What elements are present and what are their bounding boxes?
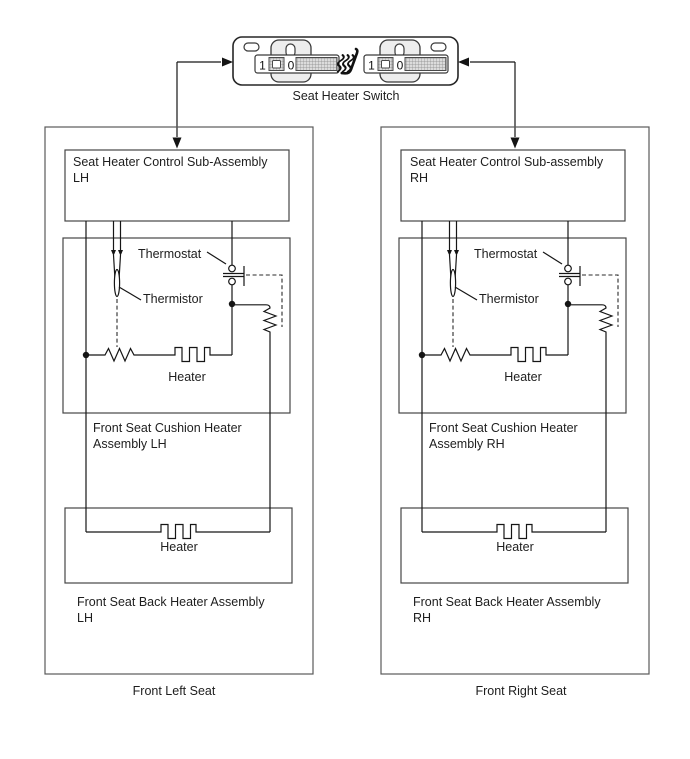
lh-thermistor-label: Thermistor: [143, 292, 203, 306]
lh-control-label-line2: LH: [73, 171, 89, 185]
left-seat-linework: [45, 127, 313, 674]
lh-back-assembly-line2: LH: [77, 611, 93, 625]
rh-control-label-line1: Seat Heater Control Sub-assembly: [410, 155, 604, 169]
rh-cushion-assembly-line1: Front Seat Cushion Heater: [429, 421, 578, 435]
connector-left: [173, 58, 234, 149]
front-left-seat-caption: Front Left Seat: [132, 684, 216, 698]
right-slider-off-label: 0: [396, 58, 404, 73]
lh-control-label-line1: Seat Heater Control Sub-Assembly: [73, 155, 268, 169]
left-slider-on-label: 1: [259, 58, 266, 73]
rh-cushion-assembly-line2: Assembly RH: [429, 437, 505, 451]
rh-thermistor-label: Thermistor: [479, 292, 539, 306]
rh-back-heater-label: Heater: [496, 540, 534, 554]
rh-back-assembly-line1: Front Seat Back Heater Assembly: [413, 595, 601, 609]
arrowhead-into-switch-right: [458, 58, 469, 67]
left-slider-off-label: 0: [287, 58, 295, 73]
connector-right-line: [470, 62, 515, 137]
lh-cushion-assembly-line1: Front Seat Cushion Heater: [93, 421, 242, 435]
arrowhead-into-control-rh: [511, 138, 520, 149]
rh-cushion-heater-label: Heater: [504, 370, 542, 384]
right-slider-on-label: 1: [368, 58, 375, 73]
arrowhead-into-control-lh: [173, 138, 182, 149]
connector-right: [458, 58, 520, 149]
switch-screw-right: [431, 43, 446, 51]
rh-thermostat-label: Thermostat: [474, 247, 538, 261]
lh-back-assembly-line1: Front Seat Back Heater Assembly: [77, 595, 265, 609]
right-seat-linework: [381, 127, 649, 674]
connector-left-line: [177, 62, 221, 137]
seat-heater-switch: [233, 37, 458, 103]
switch-screw-left: [244, 43, 259, 51]
front-right-seat-caption: Front Right Seat: [475, 684, 567, 698]
left-seat-labels: [73, 155, 268, 698]
arrowhead-into-switch-left: [222, 58, 233, 67]
lh-cushion-assembly-line2: Assembly LH: [93, 437, 167, 451]
rh-control-label-line2: RH: [410, 171, 429, 185]
lh-thermostat-label: Thermostat: [138, 247, 202, 261]
switch-panel-label: Seat Heater Switch: [292, 89, 400, 103]
lh-cushion-heater-label: Heater: [168, 370, 206, 384]
rh-back-assembly-line2: RH: [413, 611, 432, 625]
right-seat-labels: [410, 155, 604, 698]
lh-back-heater-label: Heater: [160, 540, 198, 554]
